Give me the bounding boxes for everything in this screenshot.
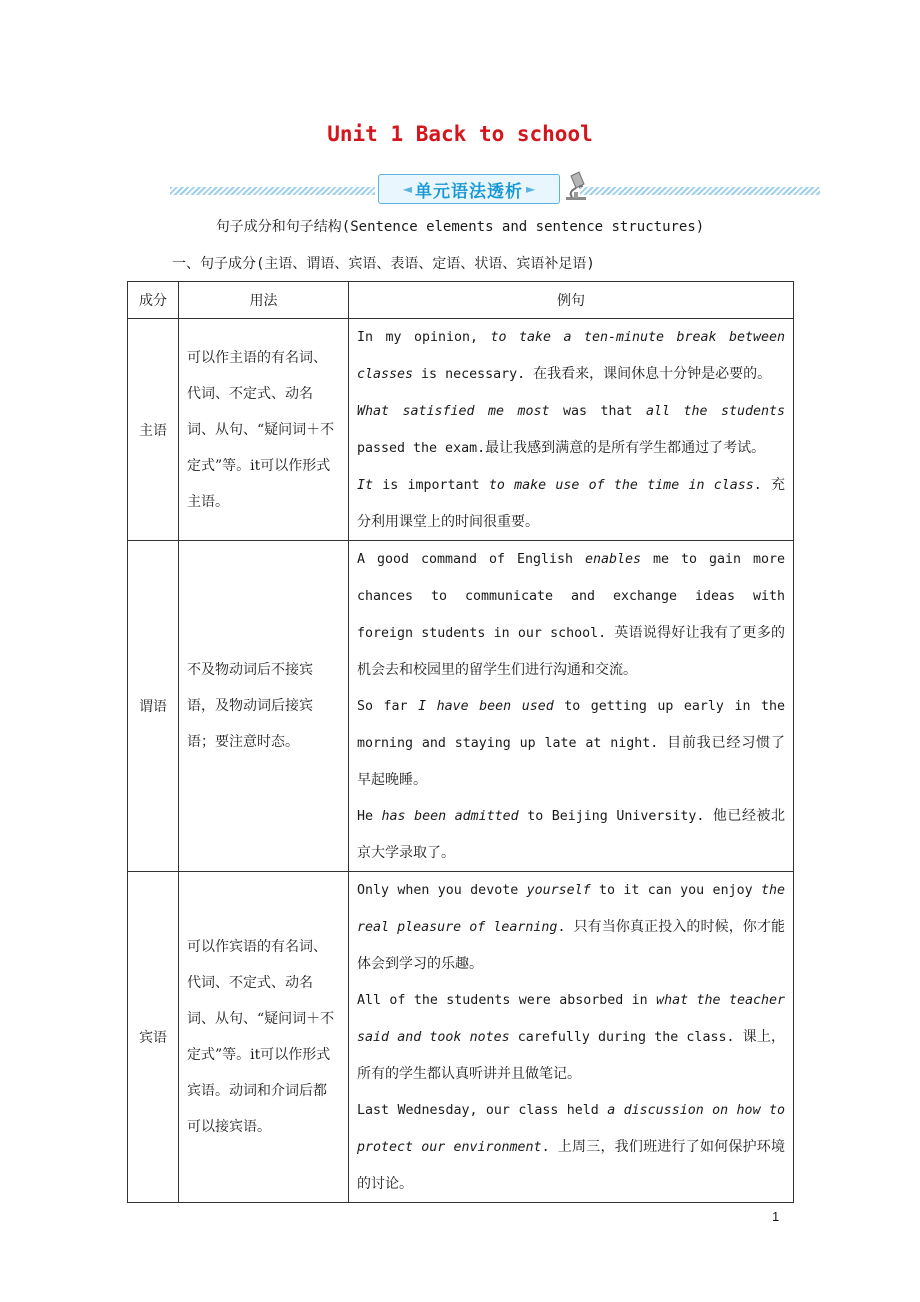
element-examples: [349, 541, 794, 872]
example-highlight: What satisfied me most: [357, 404, 550, 419]
example-highlight: all the students: [645, 404, 785, 419]
example-highlight: a discussion on how to protect our environment: [357, 1103, 785, 1155]
example-sentence: [357, 798, 785, 871]
microscope-icon: [562, 170, 590, 202]
example-highlight: has been admitted: [381, 809, 519, 824]
example-text: .: [557, 920, 574, 935]
example-translation: 他已经被北京大学录取了。: [357, 808, 785, 861]
example-translation: 在我看来，课间休息十分钟是必要的。: [533, 366, 772, 382]
example-text: to it can you enjoy: [590, 883, 761, 898]
example-highlight: the real pleasure of learning: [357, 883, 785, 935]
table-row: [128, 872, 794, 1203]
example-highlight: I have been used: [418, 699, 554, 714]
example-text: is important: [373, 478, 489, 493]
example-text: passed the exam.: [357, 441, 486, 456]
element-usage: 可以作主语的有名词、代词、不定式、动名词、从句、“疑问词＋不定式”等。it可以作形式主语。: [179, 319, 349, 541]
example-translation: 英语说得好让我有了更多的机会去和校园里的留学生们进行沟通和交流。: [357, 625, 785, 678]
element-term: 宾语: [128, 872, 179, 1203]
example-text: me to gain more chances to communicate and exchange ideas with foreign students in our school.: [357, 552, 785, 641]
tick-left-icon: ◄: [402, 182, 412, 196]
page-title: Unit 1 Back to school: [327, 122, 593, 146]
sentence-elements-table: [127, 281, 794, 1203]
example-sentence: [357, 872, 785, 982]
example-highlight: enables: [584, 552, 642, 567]
example-text: .: [541, 1140, 558, 1155]
example-translation: 充分利用课堂上的时间很重要。: [357, 477, 786, 530]
example-text: to getting up early in the morning and staying up late at night.: [357, 699, 785, 751]
example-text: He: [357, 809, 382, 824]
example-text: So far: [357, 699, 419, 714]
example-sentence: [357, 541, 785, 688]
example-text: Last Wednesday, our class held: [357, 1103, 608, 1118]
example-text: was that: [549, 404, 646, 419]
example-translation: 上周三，我们班进行了如何保护环境的讨论。: [357, 1139, 786, 1192]
banner-label: 单元语法透析: [415, 181, 523, 202]
sub-heading: 一、句子成分(主语、谓语、宾语、表语、定语、状语、宾语补足语): [172, 256, 595, 272]
example-translation: 课上，所有的学生都认真听讲并且做笔记。: [357, 1029, 785, 1082]
example-text: In my opinion,: [357, 330, 491, 345]
example-text: to Beijing University.: [518, 809, 713, 824]
example-sentence: [357, 393, 785, 467]
section-title: 句子成分和句子结构(Sentence elements and sentence structures): [215, 219, 705, 235]
example-text: .: [753, 478, 772, 493]
element-term: 谓语: [128, 541, 179, 872]
example-sentence: [357, 1092, 785, 1202]
element-examples: [349, 872, 794, 1203]
example-text: Only when you devote: [357, 883, 527, 898]
header-element: 成分: [128, 282, 179, 319]
banner-stripe-left: [170, 187, 375, 195]
banner-box: [378, 174, 560, 204]
element-examples: [349, 319, 794, 541]
example-sentence: [357, 688, 785, 798]
banner-stripe-right: [580, 187, 820, 195]
example-sentence: [357, 467, 785, 540]
element-term: 主语: [128, 319, 179, 541]
table-header-row: [128, 282, 794, 319]
header-example: 例句: [349, 282, 794, 319]
example-highlight: to make use of the time in class: [488, 478, 754, 493]
example-translation: 只有当你真正投入的时候，你才能体会到学习的乐趣。: [357, 919, 786, 972]
example-translation: 最让我感到满意的是所有学生都通过了考试。: [485, 440, 766, 456]
example-highlight: yourself: [526, 883, 591, 898]
example-sentence: [357, 982, 785, 1092]
table-row: [128, 319, 794, 541]
example-text: All of the students were absorbed in: [357, 993, 657, 1008]
element-usage: 可以作宾语的有名词、代词、不定式、动名词、从句、“疑问词＋不定式”等。it可以作形式宾语。动词和介词后都可以接宾语。: [179, 872, 349, 1203]
element-usage: 不及物动词后不接宾语，及物动词后接宾语；要注意时态。: [179, 541, 349, 872]
example-text: is necessary.: [413, 367, 534, 382]
page-number: 1: [772, 1209, 780, 1224]
section-banner: [170, 170, 820, 210]
header-usage: 用法: [179, 282, 349, 319]
example-highlight: It: [357, 478, 374, 493]
tick-right-icon: ►: [526, 182, 536, 196]
table-row: [128, 541, 794, 872]
example-sentence: [357, 319, 785, 393]
example-highlight: to take a ten-minute break between classes: [357, 330, 785, 382]
example-translation: 目前我已经习惯了早起晚睡。: [357, 735, 785, 788]
example-text: A good command of English: [357, 552, 585, 567]
example-text: carefully during the class.: [509, 1030, 743, 1045]
example-highlight: what the teacher said and took notes: [357, 993, 786, 1045]
